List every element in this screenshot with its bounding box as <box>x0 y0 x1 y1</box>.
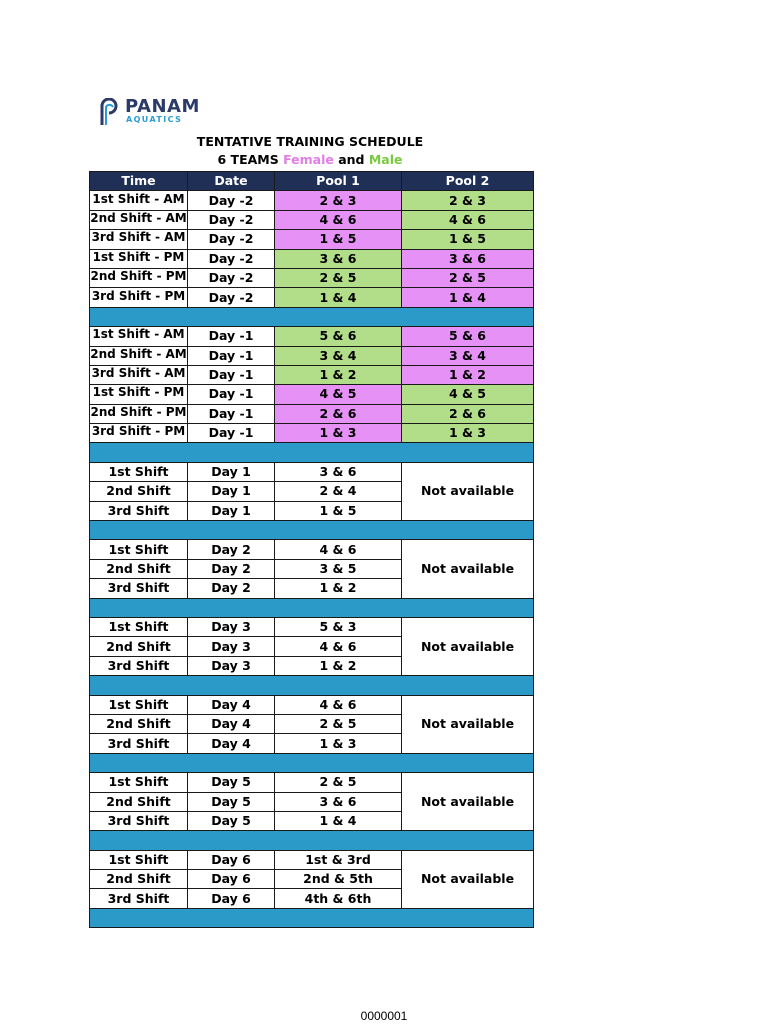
date-cell: Day -2 <box>188 249 275 268</box>
logo-name-top: PANAM <box>125 96 200 117</box>
time-cell: 1st Shift <box>90 695 188 714</box>
schedule-row <box>90 210 534 229</box>
time-cell: 3rd Shift <box>90 734 188 753</box>
pool-1-cell: 4 & 6 <box>275 210 402 229</box>
pool-2-not-available: Not available <box>402 462 534 520</box>
date-cell: Day 5 <box>188 811 275 830</box>
time-cell: 2nd Shift <box>90 482 188 501</box>
schedule-row <box>90 230 534 249</box>
time-cell <box>90 404 188 423</box>
date-cell: Day 6 <box>188 889 275 908</box>
separator-cell <box>90 521 534 540</box>
date-cell: Day 1 <box>188 462 275 481</box>
date-cell: Day -1 <box>188 385 275 404</box>
date-cell: Day -1 <box>188 424 275 443</box>
time-cell <box>90 249 188 268</box>
time-cell <box>90 365 188 384</box>
pool-1-cell: 3 & 6 <box>275 792 402 811</box>
time-cell-text: 2nd Shift - AM <box>90 210 187 225</box>
schedule-row <box>90 385 534 404</box>
date-cell: Day 6 <box>188 850 275 869</box>
time-cell: 3rd Shift <box>90 656 188 675</box>
subtitle-teams: 6 TEAMS <box>217 152 279 167</box>
separator-cell <box>90 908 534 927</box>
logo-name-bottom: AQUATICS <box>126 115 183 124</box>
pool-1-cell: 1 & 2 <box>275 656 402 675</box>
date-cell: Day -2 <box>188 268 275 287</box>
schedule-row <box>90 540 534 559</box>
pool-1-cell: 2 & 5 <box>275 268 402 287</box>
time-cell <box>90 424 188 443</box>
date-cell: Day 6 <box>188 870 275 889</box>
pool-1-cell: 4th & 6th <box>275 889 402 908</box>
pool-2-cell: 3 & 6 <box>402 249 534 268</box>
subtitle-female: Female <box>283 152 334 167</box>
pool-1-cell: 1st & 3rd <box>275 850 402 869</box>
pool-1-cell: 2 & 4 <box>275 482 402 501</box>
pool-1-cell: 5 & 3 <box>275 617 402 636</box>
separator-cell <box>90 831 534 850</box>
pool-2-cell: 3 & 4 <box>402 346 534 365</box>
time-cell <box>90 191 188 210</box>
pool-2-cell: 1 & 4 <box>402 288 534 307</box>
pool-1-cell: 1 & 4 <box>275 811 402 830</box>
pool-1-cell: 3 & 6 <box>275 462 402 481</box>
time-cell: 1st Shift <box>90 850 188 869</box>
date-cell: Day -1 <box>188 346 275 365</box>
time-cell: 1st Shift <box>90 773 188 792</box>
date-cell: Day -1 <box>188 365 275 384</box>
date-cell: Day 3 <box>188 637 275 656</box>
pool-2-cell: 2 & 3 <box>402 191 534 210</box>
block-separator <box>90 521 534 540</box>
separator-cell <box>90 676 534 695</box>
pool-2-not-available: Not available <box>402 850 534 908</box>
pool-2-not-available: Not available <box>402 617 534 675</box>
time-cell-text: 3rd Shift - PM <box>91 288 186 303</box>
time-cell: 2nd Shift <box>90 714 188 733</box>
date-cell: Day 1 <box>188 501 275 520</box>
date-cell: Day 5 <box>188 792 275 811</box>
header-pool-2: Pool 2 <box>402 172 534 191</box>
pool-2-cell: 1 & 2 <box>402 365 534 384</box>
date-cell: Day 1 <box>188 482 275 501</box>
time-cell <box>90 288 188 307</box>
time-cell: 3rd Shift <box>90 889 188 908</box>
schedule-row <box>90 617 534 636</box>
pool-1-cell: 1 & 2 <box>275 365 402 384</box>
time-cell: 3rd Shift <box>90 579 188 598</box>
date-cell: Day -1 <box>188 404 275 423</box>
schedule-row <box>90 327 534 346</box>
time-cell <box>90 346 188 365</box>
pool-1-cell: 1 & 5 <box>275 230 402 249</box>
block-separator <box>90 676 534 695</box>
panam-logo-icon <box>99 98 123 126</box>
date-cell: Day 3 <box>188 617 275 636</box>
schedule-row <box>90 424 534 443</box>
pool-2-cell: 2 & 5 <box>402 268 534 287</box>
time-cell-text: 1st Shift - PM <box>92 385 185 400</box>
header-time: Time <box>90 172 188 191</box>
time-cell-text: 1st Shift - AM <box>92 327 185 342</box>
time-cell <box>90 327 188 346</box>
schedule-row <box>90 773 534 792</box>
date-cell: Day 4 <box>188 714 275 733</box>
date-cell: Day -2 <box>188 191 275 210</box>
page-footer-number: 0000001 <box>360 1009 408 1023</box>
pool-2-cell: 1 & 3 <box>402 424 534 443</box>
separator-cell <box>90 443 534 462</box>
schedule-row <box>90 346 534 365</box>
time-cell-text: 1st Shift - AM <box>92 191 185 206</box>
pool-1-cell: 4 & 6 <box>275 637 402 656</box>
time-cell: 3rd Shift <box>90 501 188 520</box>
time-cell: 1st Shift <box>90 462 188 481</box>
time-cell: 2nd Shift <box>90 792 188 811</box>
pool-2-cell: 5 & 6 <box>402 327 534 346</box>
time-cell <box>90 210 188 229</box>
header-pool-1: Pool 1 <box>275 172 402 191</box>
date-cell: Day 5 <box>188 773 275 792</box>
time-cell: 2nd Shift <box>90 559 188 578</box>
time-cell-text: 2nd Shift - AM <box>90 346 187 361</box>
pool-1-cell: 1 & 3 <box>275 734 402 753</box>
date-cell: Day -2 <box>188 288 275 307</box>
pool-1-cell: 1 & 3 <box>275 424 402 443</box>
subtitle-male: Male <box>368 152 403 167</box>
schedule-row <box>90 404 534 423</box>
time-cell-text: 3rd Shift - AM <box>91 366 186 381</box>
pool-1-cell: 2 & 5 <box>275 714 402 733</box>
date-cell: Day 2 <box>188 559 275 578</box>
schedule-body <box>90 191 534 928</box>
separator-cell <box>90 307 534 326</box>
header-date: Date <box>188 172 275 191</box>
schedule-subtitle <box>190 152 430 167</box>
time-cell: 3rd Shift <box>90 811 188 830</box>
separator-cell <box>90 598 534 617</box>
time-cell <box>90 230 188 249</box>
date-cell: Day 2 <box>188 540 275 559</box>
time-cell-text: 3rd Shift - AM <box>91 230 186 245</box>
pool-1-cell: 3 & 4 <box>275 346 402 365</box>
block-separator <box>90 443 534 462</box>
schedule-row <box>90 365 534 384</box>
schedule-row <box>90 249 534 268</box>
table-header-row <box>90 172 534 191</box>
pool-1-cell: 3 & 6 <box>275 249 402 268</box>
pool-2-not-available: Not available <box>402 695 534 753</box>
schedule-row <box>90 268 534 287</box>
pool-1-cell: 1 & 5 <box>275 501 402 520</box>
block-separator <box>90 753 534 772</box>
pool-1-cell: 1 & 4 <box>275 288 402 307</box>
pool-1-cell: 4 & 5 <box>275 385 402 404</box>
schedule-row <box>90 695 534 714</box>
block-separator <box>90 831 534 850</box>
time-cell-text: 2nd Shift - PM <box>90 404 187 419</box>
separator-cell <box>90 753 534 772</box>
pool-2-cell: 4 & 6 <box>402 210 534 229</box>
pool-1-cell: 5 & 6 <box>275 327 402 346</box>
date-cell: Day 4 <box>188 734 275 753</box>
pool-1-cell: 4 & 6 <box>275 540 402 559</box>
time-cell-text: 1st Shift - PM <box>92 249 185 264</box>
date-cell: Day 4 <box>188 695 275 714</box>
block-separator <box>90 598 534 617</box>
pool-2-cell: 2 & 6 <box>402 404 534 423</box>
pool-2-not-available: Not available <box>402 540 534 598</box>
time-cell <box>90 268 188 287</box>
time-cell: 2nd Shift <box>90 870 188 889</box>
schedule-row <box>90 288 534 307</box>
date-cell: Day 3 <box>188 656 275 675</box>
subtitle-and: and <box>338 152 365 167</box>
date-cell: Day 2 <box>188 579 275 598</box>
block-separator <box>90 307 534 326</box>
pool-1-cell: 3 & 5 <box>275 559 402 578</box>
time-cell: 2nd Shift <box>90 637 188 656</box>
pool-1-cell: 2nd & 5th <box>275 870 402 889</box>
schedule-title: TENTATIVE TRAINING SCHEDULE <box>196 134 424 149</box>
pool-2-cell: 1 & 5 <box>402 230 534 249</box>
date-cell: Day -2 <box>188 210 275 229</box>
schedule-row <box>90 462 534 481</box>
time-cell-text: 2nd Shift - PM <box>90 269 187 284</box>
schedule-row <box>90 191 534 210</box>
training-schedule-table <box>89 171 534 928</box>
time-cell-text: 3rd Shift - PM <box>91 424 186 439</box>
pool-1-cell: 2 & 3 <box>275 191 402 210</box>
schedule-row <box>90 850 534 869</box>
pool-1-cell: 2 & 5 <box>275 773 402 792</box>
panam-aquatics-logo <box>99 96 200 128</box>
pool-2-not-available: Not available <box>402 773 534 831</box>
time-cell: 1st Shift <box>90 617 188 636</box>
date-cell: Day -2 <box>188 230 275 249</box>
pool-2-cell: 4 & 5 <box>402 385 534 404</box>
time-cell <box>90 385 188 404</box>
pool-1-cell: 4 & 6 <box>275 695 402 714</box>
time-cell: 1st Shift <box>90 540 188 559</box>
date-cell: Day -1 <box>188 327 275 346</box>
pool-1-cell: 2 & 6 <box>275 404 402 423</box>
block-separator <box>90 908 534 927</box>
pool-1-cell: 1 & 2 <box>275 579 402 598</box>
